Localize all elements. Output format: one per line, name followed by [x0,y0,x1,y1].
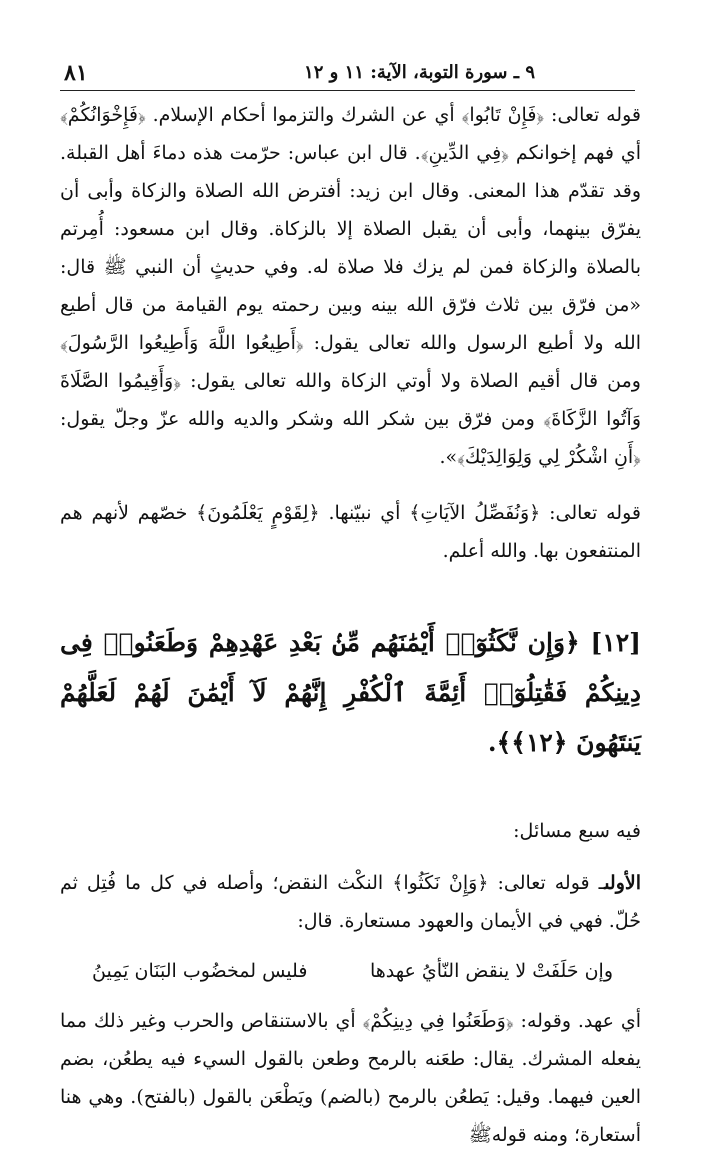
issue-heading: الأولى [604,872,641,894]
paragraph-4 [60,864,641,940]
quran-verse: [١٢] ﴿وَإِن نَّكَثُوٓا۟ أَيْمَٰنَهُم مِّنۢ بَعْدِ عَهْدِهِمْ وَطَعَنُوا۟ فِى دِينِكُمْ فَقَٰتِلُوٓا۟ أَئِمَّةَ ٱلْكُفْرِ إِنَّهُمْ لَآ أَيْمَٰنَ لَهُمْ لَعَلَّهُمْ يَنتَهُونَ ﴿١٢﴾﴾. [60,628,641,757]
page-body [60,96,641,1154]
poem-verse [60,952,641,990]
page-header [60,56,635,91]
paragraph-5: أي عهد. وقوله: ﴿وَطَعَنُوا فِي دِينِكُمْ﴾ أي بالاستنقاص والحرب وغير ذلك مما يفعله المشرك. يقال: طعَنه بالرمح وطعن بالقول السيء فيه يطعُن، بضم العين فيهما. وقيل: يَطعُن بالرمح (بالضم) ويَطْعَن بالقول (بالفتح). وهي هنا أستعارة؛ ومنه قولهﷺ [60,1010,641,1146]
page-number: ٨١ [64,60,88,86]
running-title: ٩ ـ سورة التوبة، الآية: ١١ و ١٢ [304,62,535,83]
paragraph-4-text: ـ قوله تعالى: ﴿وَإِنْ نَكَثُوا﴾ النكْث النقض؛ وأصله في كل ما فُتِل ثم حُلّ. فهي في الأيمان والعهود مستعارة. قال: [60,872,641,932]
poem-hemistich-left: فليس لمخضُوب البَنَان يَمِينُ [92,960,308,982]
paragraph-3: فيه سبع مسائل: [513,820,641,842]
paragraph-1: قوله تعالى: ﴿فَإِنْ تَابُوا﴾ أي عن الشرك والتزموا أحكام الإسلام. ﴿فَإِخْوَانُكُمْ﴾ أي فهم إخوانكم ﴿فِي الدِّينِ﴾. قال ابن عباس: حرّمت هذه دماءَ أهل القبلة. وقد تقدّم هذا المعنى. وقال ابن زيد: أفترض الله الصلاة والزكاة وأبى أن يفرّق بينهما، وأبى أن يقبل الصلاة إلا بالزكاة. وقال ابن مسعود: أُمِرتم بالصلاة والزكاة فمن لم يزك فلا صلاة له. وفي حديثٍ أن النبي ﷺ قال: «من فرّق بين ثلاث فرّق الله بينه وبين رحمته يوم القيامة من قال أطيع الله ولا أطيع الرسول والله تعالى يقول: ﴿أَطِيعُوا اللَّهَ وَأَطِيعُوا الرَّسُولَ﴾ ومن قال أقيم الصلاة ولا أوتي الزكاة والله تعالى يقول: ﴿وَأَقِيمُوا الصَّلَاةَ وَآتُوا الزَّكَاةَ﴾ ومن فرّق بين شكر الله وشكر والديه والله عزّ وجلّ يقول: ﴿أَنِ اشْكُرْ لِي وَلِوَالِدَيْكَ﴾». [60,104,641,468]
paragraph-2: قوله تعالى: ﴿وَنُفَصِّلُ الآيَاتِ﴾ أي نبيّنها. ﴿لِقَوْمٍ يَعْلَمُونَ﴾ خصّهم لأنهم هم المنتفعون بها. والله أعلم. [60,502,641,562]
poem-hemistich-right: وإن حَلَفَتْ لا ينقض النّأيُ عهدها [370,960,613,982]
